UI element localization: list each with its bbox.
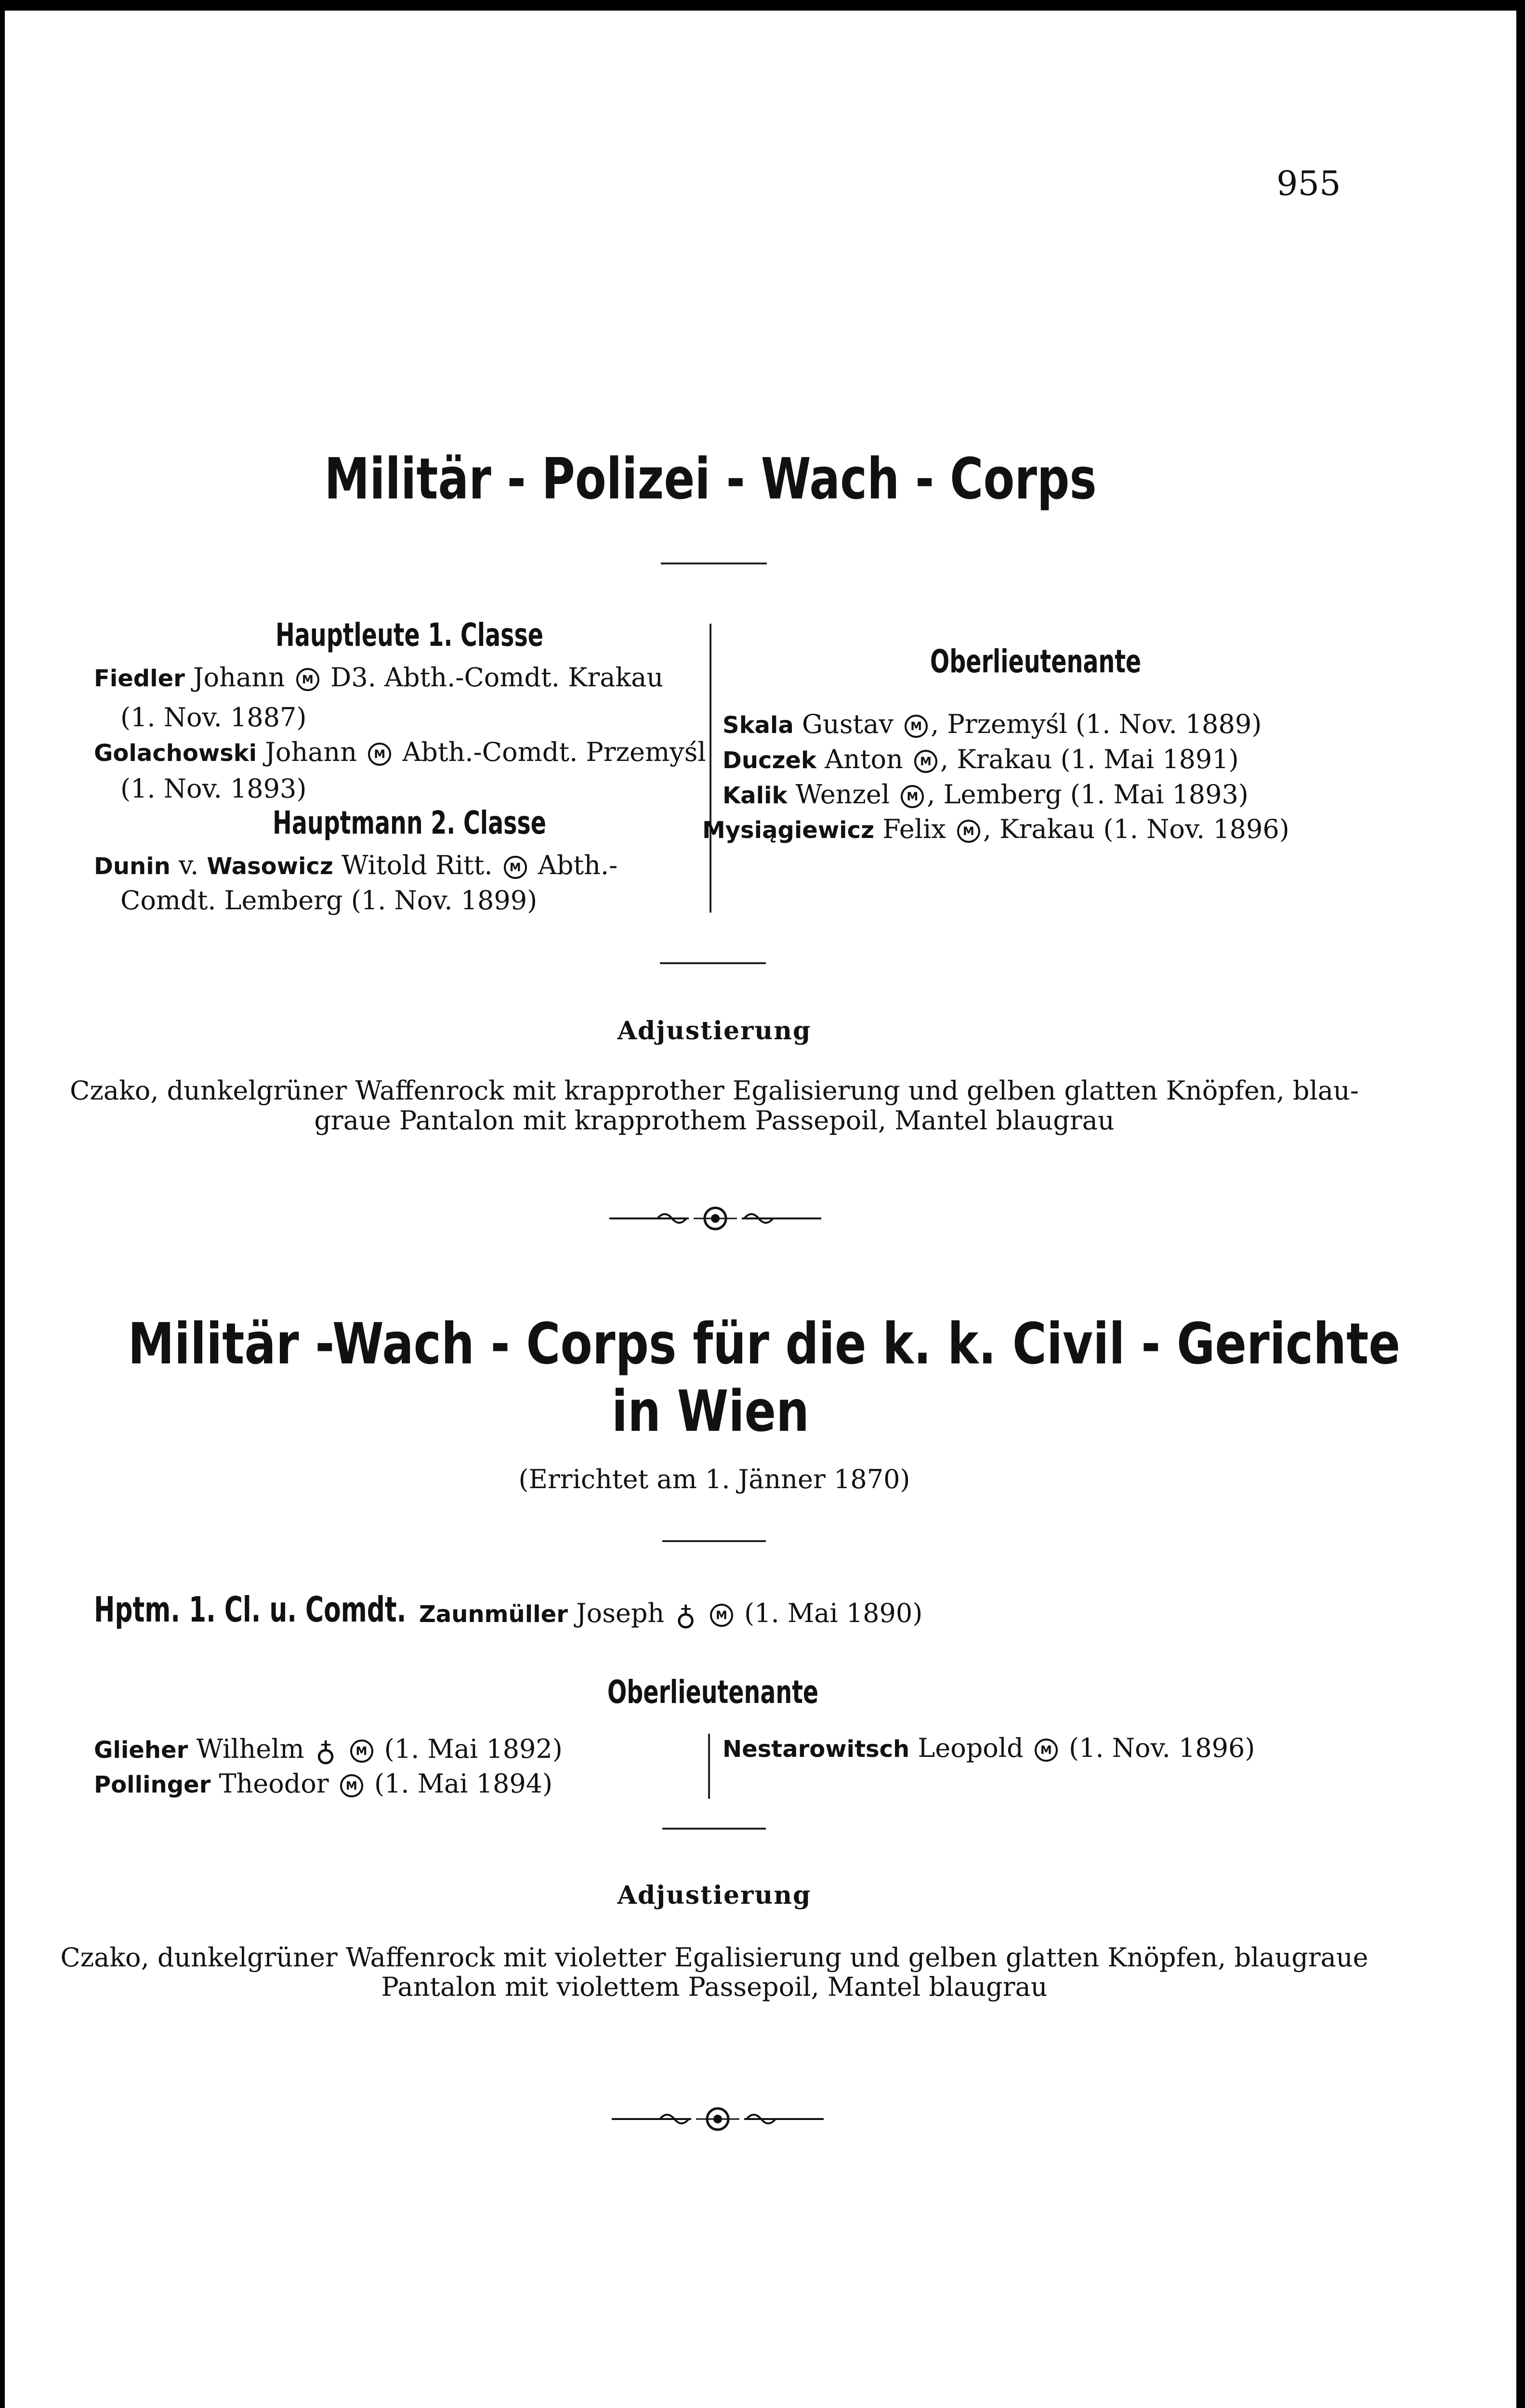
entry-fiedler-cont: (1. Nov. 1887) [120,702,307,733]
medal-icon: M [296,668,319,691]
medal-icon: M [1035,1739,1058,1762]
entry-golachowski: Golachowski Johann M Abth.-Comdt. Przemyśl [94,737,706,767]
page-number: 955 [1276,164,1341,203]
entry-golachowski-cont: (1. Nov. 1893) [120,773,307,804]
medal-icon: M [368,743,391,766]
entry-mysiagiewicz: Mysiągiewicz Felix M , Krakau (1. Nov. 1896) [702,814,1289,844]
section2-divider [662,1540,766,1542]
ornament-divider-1 [609,1202,821,1235]
entry-nestarowitsch: Nestarowitsch Leopold M (1. Nov. 1896) [723,1733,1255,1763]
adjustierung-text-2a: Czako, dunkelgrüner Waffenrock mit violetter Egalisierung und gelben glatten Knöpfen, blaugraue [60,1942,1368,1973]
medal-icon: M [957,820,980,843]
commander-details: Zaunmüller Joseph ♁ M (1. Mai 1890) [419,1598,923,1632]
order-icon: ♁ [675,1599,696,1632]
medal-icon: M [905,715,928,738]
medal-icon: M [901,785,924,808]
entry-duczek: Duczek Anton M , Krakau (1. Mai 1891) [723,744,1239,774]
medal-icon: M [504,856,527,879]
scan-border-right [1516,0,1525,2408]
surname-2: Wasowicz [207,853,333,880]
heading-hauptmann-2: Hauptmann 2. Classe [273,804,546,841]
heading-oberlieutenante: Oberlieutenante [930,643,1142,680]
divider-before-adjustierung-2 [662,1828,766,1830]
surname: Zaunmüller [419,1601,568,1628]
entry-dunin-cont: Comdt. Lemberg (1. Nov. 1899) [120,885,538,916]
entry-pollinger: Pollinger Theodor M (1. Mai 1894) [94,1768,553,1799]
adjustierung-heading-1: Adjustierung [617,1016,812,1046]
order-icon: ♁ [315,1735,336,1767]
adjustierung-heading-2: Adjustierung [617,1881,812,1910]
entry-kalik: Kalik Wenzel M , Lemberg (1. Mai 1893) [723,779,1249,810]
column-divider [710,624,711,913]
surname: Mysiągiewicz [702,817,875,844]
commander-rank: Hptm. 1. Cl. u. Comdt. [94,1589,407,1630]
adjustierung-text-1b: graue Pantalon mit krapprothem Passepoil, Mantel blaugrau [314,1105,1115,1136]
scan-border-top [0,0,1525,11]
medal-icon: M [350,1740,373,1763]
surname: Fiedler [94,665,185,692]
adjustierung-text-1a: Czako, dunkelgrüner Waffenrock mit krapprother Egalisierung und gelben glatten Knöpfen, blau- [70,1075,1359,1106]
surname: Nestarowitsch [723,1736,910,1763]
divider-before-adjustierung [660,962,766,964]
surname: Golachowski [94,740,257,767]
entry-skala: Skala Gustav M , Przemyśl (1. Nov. 1889) [723,709,1262,739]
section2-title-line1: Militär -Wach - Corps für die k. k. Civil - Gerichte [128,1310,1401,1377]
entry-dunin: Dunin v. Wasowicz Witold Ritt. M Abth.- [94,850,618,880]
scan-border-left [0,0,5,2408]
surname: Dunin [94,853,171,880]
column-divider-2 [708,1734,710,1799]
section2-oberlieutenante-heading: Oberlieutenante [607,1674,819,1711]
adjustierung-text-2b: Pantalon mit violettem Passepoil, Mantel blaugrau [381,1972,1048,2002]
medal-icon: M [340,1774,363,1797]
surname: Kalik [723,782,788,809]
medal-icon: M [914,750,937,773]
surname: Glieher [94,1737,188,1764]
section2-subtitle: (Errichtet am 1. Jänner 1870) [518,1464,910,1494]
heading-hauptleute-1: Hauptleute 1. Classe [276,616,543,654]
surname: Duczek [723,747,816,774]
section1-title: Militär - Polizei - Wach - Corps [324,445,1097,512]
medal-icon: M [710,1604,733,1627]
surname: Skala [723,712,794,739]
title-divider [661,563,767,564]
ornament-divider-2 [612,2102,824,2136]
entry-fiedler: Fiedler Johann M D3. Abth.-Comdt. Krakau [94,662,664,693]
section2-title-line2: in Wien [611,1378,810,1444]
entry-glieher: Glieher Wilhelm ♁ M (1. Mai 1892) [94,1734,563,1767]
surname: Pollinger [94,1771,211,1798]
